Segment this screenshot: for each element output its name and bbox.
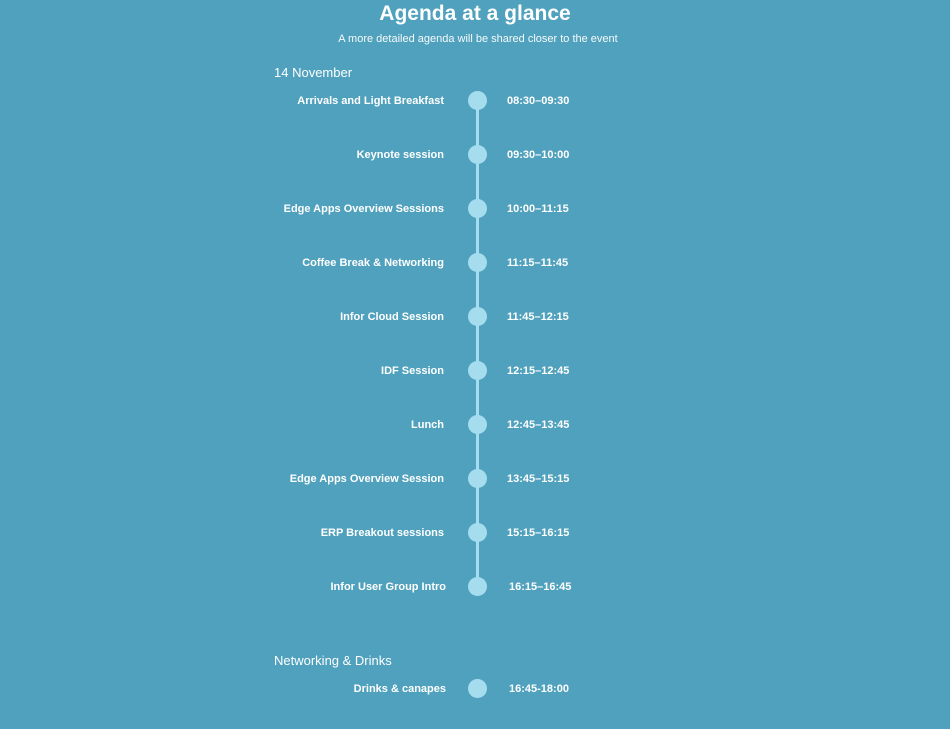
agenda-time: 11:15–11:45 [507, 257, 569, 269]
timeline-dot [468, 199, 487, 218]
agenda-time: 13:45–15:15 [507, 473, 570, 485]
agenda-time: 10:00–11:15 [507, 203, 569, 215]
timeline-dot [468, 361, 487, 380]
agenda-event: IDF Session [381, 365, 444, 377]
agenda-event: Keynote session [356, 149, 444, 161]
agenda-row [0, 256, 950, 276]
agenda-event: Edge Apps Overview Session [289, 473, 444, 485]
timeline-dot [468, 523, 487, 542]
agenda-time: 12:45–13:45 [507, 419, 570, 431]
timeline-dot [468, 577, 487, 596]
agenda-row [0, 94, 950, 114]
agenda-time: 08:30–09:30 [507, 95, 570, 107]
agenda-event: Infor User Group Intro [330, 581, 446, 593]
agenda-time: 16:45-18:00 [509, 683, 569, 695]
agenda-row [0, 472, 950, 492]
agenda-row [0, 310, 950, 330]
agenda-event: Edge Apps Overview Sessions [283, 203, 444, 215]
timeline-line [476, 104, 479, 590]
page-title: Agenda at a glance [379, 2, 571, 25]
agenda-time: 11:45–12:15 [507, 311, 569, 323]
timeline-dot [468, 469, 487, 488]
agenda-time: 12:15–12:45 [507, 365, 570, 377]
agenda-event: Lunch [411, 419, 444, 431]
agenda-row [0, 526, 950, 546]
agenda-row [0, 682, 950, 702]
agenda-event: ERP Breakout sessions [320, 527, 444, 539]
agenda-event: Drinks & canapes [353, 683, 446, 695]
agenda-event: Arrivals and Light Breakfast [297, 95, 444, 107]
timeline-dot [468, 415, 487, 434]
agenda-row [0, 418, 950, 438]
timeline-dot [468, 679, 487, 698]
agenda-time: 15:15–16:15 [507, 527, 570, 539]
agenda-time: 09:30–10:00 [507, 149, 570, 161]
agenda-row [0, 364, 950, 384]
page-subtitle: A more detailed agenda will be shared closer to the event [338, 33, 618, 45]
section-label-day: 14 November [274, 65, 353, 80]
timeline-dot [468, 91, 487, 110]
timeline-dot [468, 253, 487, 272]
section-label-networking: Networking & Drinks [274, 653, 392, 668]
agenda-row [0, 580, 950, 600]
timeline-dot [468, 145, 487, 164]
agenda-event: Coffee Break & Networking [302, 257, 444, 269]
agenda-event: Infor Cloud Session [340, 311, 444, 323]
agenda-row [0, 202, 950, 222]
agenda-time: 16:15–16:45 [509, 581, 572, 593]
agenda-row [0, 148, 950, 168]
timeline-dot [468, 307, 487, 326]
